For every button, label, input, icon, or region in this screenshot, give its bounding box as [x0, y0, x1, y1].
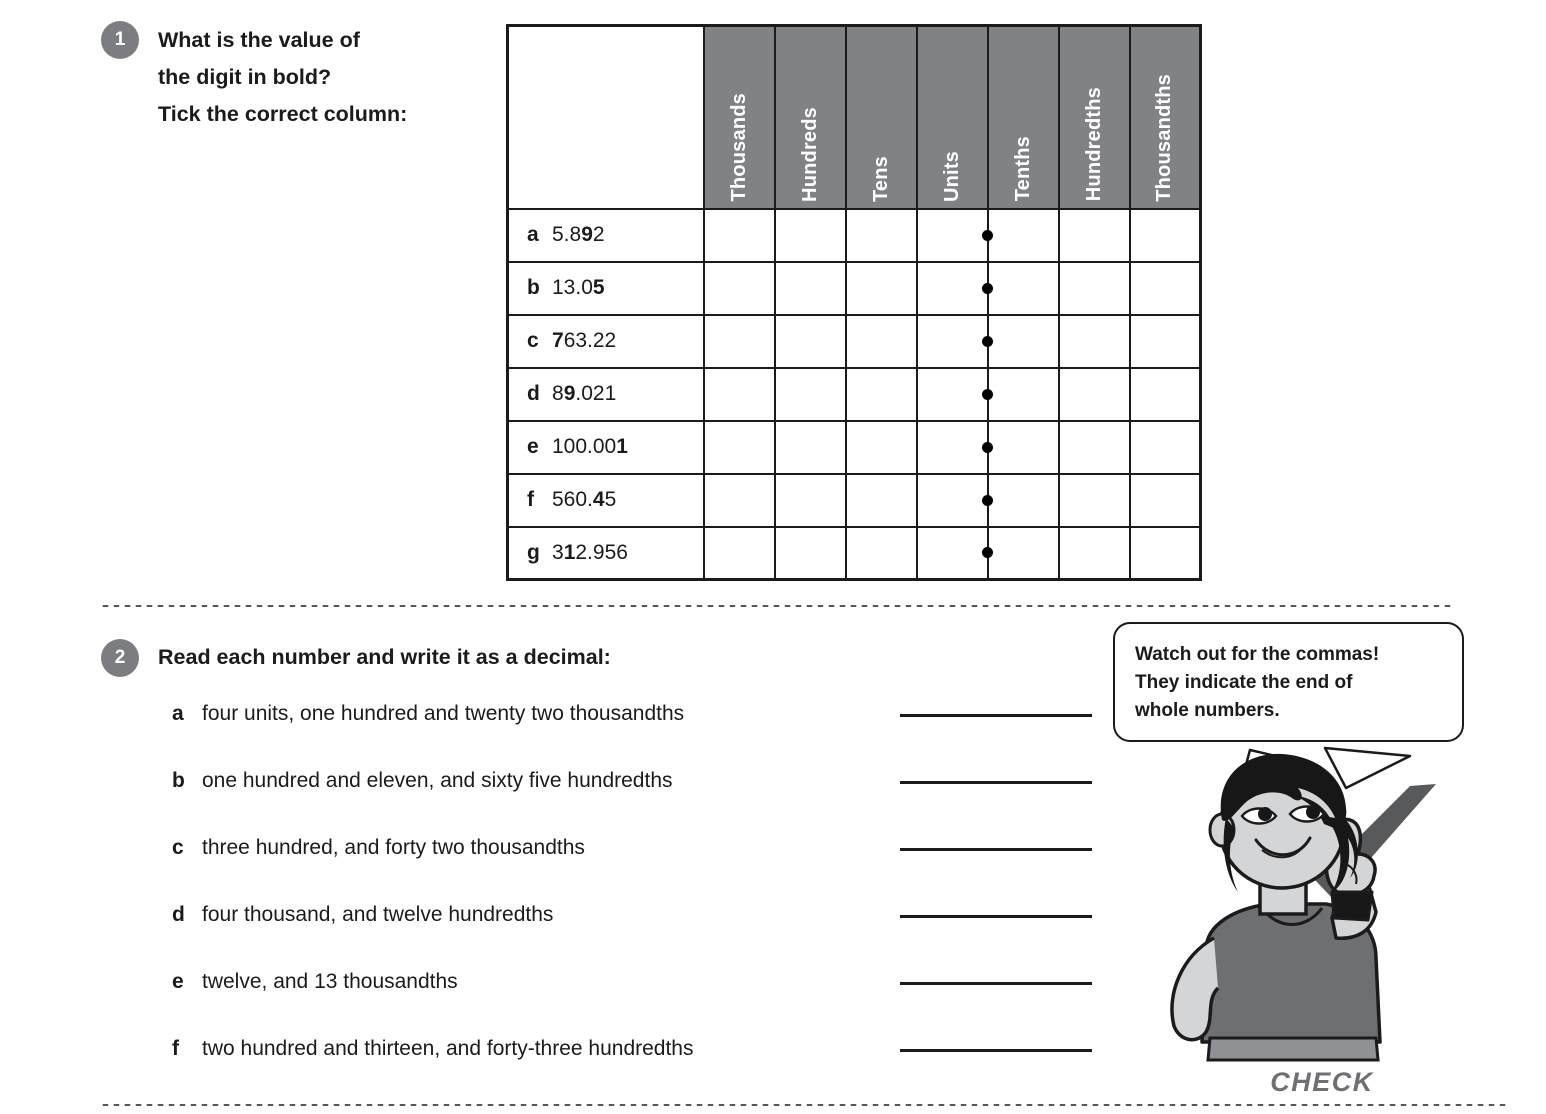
row-letter: f [527, 488, 534, 511]
tick-cell-hundreds[interactable] [775, 209, 846, 262]
tick-cell-tenths[interactable] [988, 368, 1059, 421]
tick-cell-thousands[interactable] [704, 315, 775, 368]
tick-cell-hundreds[interactable] [775, 262, 846, 315]
item-text: twelve, and 13 thousandths [202, 970, 458, 993]
decimal-point-marker [982, 495, 993, 506]
tick-cell-units[interactable] [917, 368, 988, 421]
check-label: CHECK [1270, 1067, 1374, 1097]
answer-blank[interactable] [900, 781, 1092, 784]
row-number-label: f 560.45 [508, 474, 704, 527]
tick-cell-thousandths[interactable] [1130, 209, 1201, 262]
tick-cell-thousandths[interactable] [1130, 368, 1201, 421]
column-header-thousandths-label: Thousandths [1153, 73, 1176, 202]
tick-cell-units[interactable] [917, 421, 988, 474]
item-letter: a [172, 702, 184, 725]
character-pupil-left [1258, 807, 1272, 821]
tick-cell-tens[interactable] [846, 421, 917, 474]
tick-cell-hundredths[interactable] [1059, 527, 1130, 580]
row-letter: c [527, 329, 539, 352]
tick-cell-thousands[interactable] [704, 262, 775, 315]
question-1-prompt-line-3: Tick the correct column: [158, 101, 408, 126]
tick-cell-thousands[interactable] [704, 421, 775, 474]
character-pupil-right [1306, 805, 1320, 819]
tick-cell-thousandths[interactable] [1130, 262, 1201, 315]
hint-line-3: whole numbers. [1135, 700, 1280, 722]
row-number-label: c 763.22 [508, 315, 704, 368]
tick-cell-hundredths[interactable] [1059, 262, 1130, 315]
tick-cell-tenths[interactable] [988, 421, 1059, 474]
question-1-prompt [158, 21, 407, 133]
question-2-heading-block [101, 639, 611, 677]
table-row [508, 368, 1201, 421]
tick-cell-hundredths[interactable] [1059, 421, 1130, 474]
column-header-tenths-label: Tenths [1011, 136, 1034, 202]
question-1-prompt-line-1: What is the value of [158, 28, 360, 52]
item-letter: f [172, 1037, 179, 1060]
bold-digit: 9 [581, 223, 593, 246]
column-header-hundredths [1059, 26, 1130, 209]
table-header-row [508, 26, 1201, 209]
list-item [172, 702, 1092, 769]
answer-blank[interactable] [900, 714, 1092, 717]
answer-blank[interactable] [900, 982, 1092, 985]
check-character-illustration [1110, 742, 1510, 1102]
question-1-prompt-line-2: the digit in bold? [158, 64, 332, 89]
column-header-units-label: Units [940, 150, 963, 202]
list-item [172, 970, 1092, 1037]
table-row [508, 474, 1201, 527]
column-header-tens [846, 26, 917, 209]
decimal-point-marker [982, 230, 993, 241]
list-item [172, 769, 1092, 836]
column-header-thousands [704, 26, 775, 209]
column-header-hundreds-label: Hundreds [798, 106, 821, 202]
tick-cell-units[interactable] [917, 474, 988, 527]
decimal-point-marker [982, 336, 993, 347]
item-letter: c [172, 836, 184, 859]
table-corner-cell [508, 26, 704, 209]
tick-cell-thousandths[interactable] [1130, 527, 1201, 580]
tick-cell-units[interactable] [917, 209, 988, 262]
tick-cell-tens[interactable] [846, 527, 917, 580]
tick-cell-tens[interactable] [846, 209, 917, 262]
hint-line-2: They indicate the end of [1135, 672, 1353, 694]
table-row [508, 315, 1201, 368]
row-letter: a [527, 223, 539, 246]
question-2-item-list [172, 702, 1092, 1104]
column-header-units [917, 26, 988, 209]
column-header-tens-label: Tens [869, 155, 892, 202]
table-row [508, 262, 1201, 315]
tick-cell-hundredths[interactable] [1059, 474, 1130, 527]
tick-cell-thousands[interactable] [704, 209, 775, 262]
tick-cell-tenths[interactable] [988, 474, 1059, 527]
tick-cell-hundredths[interactable] [1059, 315, 1130, 368]
row-letter: e [527, 435, 539, 458]
list-item [172, 1037, 1092, 1104]
section-divider-bottom [100, 1103, 1510, 1107]
item-text: four thousand, and twelve hundredths [202, 903, 554, 926]
answer-blank[interactable] [900, 915, 1092, 918]
tick-cell-thousandths[interactable] [1130, 315, 1201, 368]
item-letter: d [172, 903, 185, 926]
item-letter: b [172, 769, 185, 792]
item-text: one hundred and eleven, and sixty five hundredths [202, 769, 673, 792]
character-wristband [1332, 892, 1372, 920]
bold-digit: 1 [616, 435, 628, 458]
tick-cell-hundreds[interactable] [775, 315, 846, 368]
question-2-section [0, 612, 1546, 1112]
question-2-number-badge: 2 [101, 639, 139, 677]
row-number-label: g 312.956 [508, 527, 704, 580]
item-text: three hundred, and forty two thousandths [202, 836, 585, 859]
tick-cell-hundreds[interactable] [775, 368, 846, 421]
section-divider-top [100, 604, 1452, 608]
item-text: two hundred and thirteen, and forty-three hundredths [202, 1037, 694, 1060]
item-letter: e [172, 970, 184, 993]
hint-line-1: Watch out for the commas! [1135, 644, 1380, 665]
bold-digit: 4 [592, 488, 605, 511]
decimal-point-marker [982, 283, 993, 294]
bold-digit: 9 [563, 382, 576, 405]
bold-digit: 1 [563, 540, 576, 564]
bold-digit: 7 [552, 329, 564, 352]
tick-cell-tens[interactable] [846, 474, 917, 527]
column-header-hundredths-label: Hundredths [1082, 87, 1105, 202]
tick-cell-thousands[interactable] [704, 527, 775, 580]
table-row [508, 421, 1201, 474]
tick-cell-hundredths[interactable] [1059, 368, 1130, 421]
tick-cell-hundreds[interactable] [775, 474, 846, 527]
question-1-heading-block [101, 21, 407, 133]
row-letter: d [527, 382, 540, 405]
bold-digit: 5 [592, 276, 605, 299]
decimal-point-marker [982, 389, 993, 400]
table-body [508, 209, 1201, 580]
tick-cell-tenths[interactable] [988, 209, 1059, 262]
list-item [172, 903, 1092, 970]
tick-cell-tenths[interactable] [988, 527, 1059, 580]
tick-cell-tens[interactable] [846, 262, 917, 315]
character-trousers [1208, 1038, 1378, 1060]
bubble-tail-right [1325, 748, 1410, 788]
column-header-thousands-label: Thousands [727, 93, 750, 202]
decimal-point-marker [982, 442, 993, 453]
table-row [508, 209, 1201, 262]
place-value-table[interactable] [506, 24, 1202, 581]
tick-cell-units[interactable] [917, 262, 988, 315]
row-letter: b [527, 276, 540, 299]
column-header-hundreds [775, 26, 846, 209]
answer-blank[interactable] [900, 848, 1092, 851]
tick-cell-tens[interactable] [846, 315, 917, 368]
tick-cell-hundredths[interactable] [1059, 209, 1130, 262]
row-number-label: d 89.021 [508, 368, 704, 421]
question-1-number-badge: 1 [101, 21, 139, 59]
row-number-label: e 100.001 [508, 421, 704, 474]
row-letter: g [527, 540, 540, 564]
tick-cell-thousandths[interactable] [1130, 474, 1201, 527]
row-number-label: b 13.05 [508, 262, 704, 315]
tick-cell-tenths[interactable] [988, 262, 1059, 315]
tick-cell-thousandths[interactable] [1130, 421, 1201, 474]
table-row [508, 527, 1201, 580]
column-header-tenths [988, 26, 1059, 209]
hint-speech-bubble [1113, 622, 1464, 742]
tick-cell-units[interactable] [917, 527, 988, 580]
tick-cell-tenths[interactable] [988, 315, 1059, 368]
tick-cell-thousands[interactable] [704, 368, 775, 421]
tick-cell-hundreds[interactable] [775, 527, 846, 580]
tick-cell-tens[interactable] [846, 368, 917, 421]
tick-cell-thousands[interactable] [704, 474, 775, 527]
column-header-thousandths [1130, 26, 1201, 209]
tick-cell-units[interactable] [917, 315, 988, 368]
tick-cell-hundreds[interactable] [775, 421, 846, 474]
item-text: four units, one hundred and twenty two thousandths [202, 702, 685, 725]
answer-blank[interactable] [900, 1049, 1092, 1052]
list-item [172, 836, 1092, 903]
row-number-label: a 5.892 [508, 209, 704, 262]
character-svg [1110, 742, 1510, 1102]
question-2-prompt: Read each number and write it as a decimal: [158, 645, 611, 669]
